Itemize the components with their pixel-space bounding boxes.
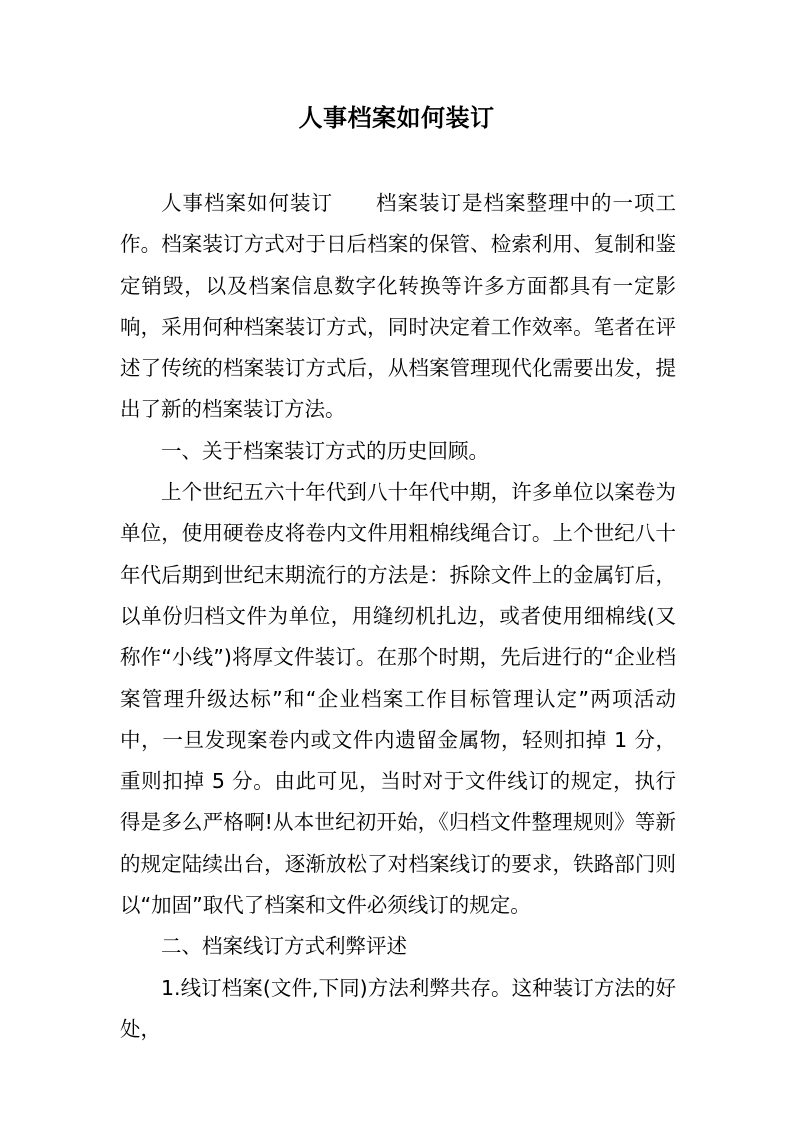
paragraph-history: 上个世纪五六十年代到八十年代中期，许多单位以案卷为单位，使用硬卷皮将卷内文件用粗棉线绳合订。上个世纪八十年代后期到世纪末期流行的方法是：拆除文件上的金属钉后，以单份归档文件为单位，用缝纫机扎边，或者使用细棉线(又称作“小线”)将厚文件装订。在那个时期，先后进行的“企业档案管理升级达标”和“企业档案工作目标管理认定”两项活动中，一旦发现案卷内或文件内遗留金属物，轻则扣掉 1 分，重则扣掉 5 分。由此可见，当时对于文件线订的规定，执行得是多么严格啊!从本世纪初开始，《归档文件整理规则》等新的规定陆续出台，逐渐放松了对档案线订的要求，铁路部门则以“加固”取代了档案和文件必须线订的规定。 [120, 480, 676, 918]
paragraph-intro: 人事档案如何装订 档案装订是档案整理中的一项工作。档案装订方式对于日后档案的保管、检索利用、复制和鉴定销毁，以及档案信息数字化转换等许多方面都具有一定影响，采用何种档案装订方式，同时决定着工作效率。笔者在评述了传统的档案装订方式后，从档案管理现代化需要出发，提出了新的档案装订方法。 [120, 191, 676, 422]
paragraph-evaluation: 1.线订档案(文件,下同)方法利弊共存。这种装订方法的好处， [120, 975, 676, 1041]
document-body [120, 183, 676, 1050]
document-title: 人事档案如何装订 [298, 104, 495, 132]
section-heading-history: 一、关于档案装订方式的历史回顾。 [161, 438, 489, 463]
section-heading-evaluation: 二、档案线订方式利弊评述 [161, 934, 407, 959]
